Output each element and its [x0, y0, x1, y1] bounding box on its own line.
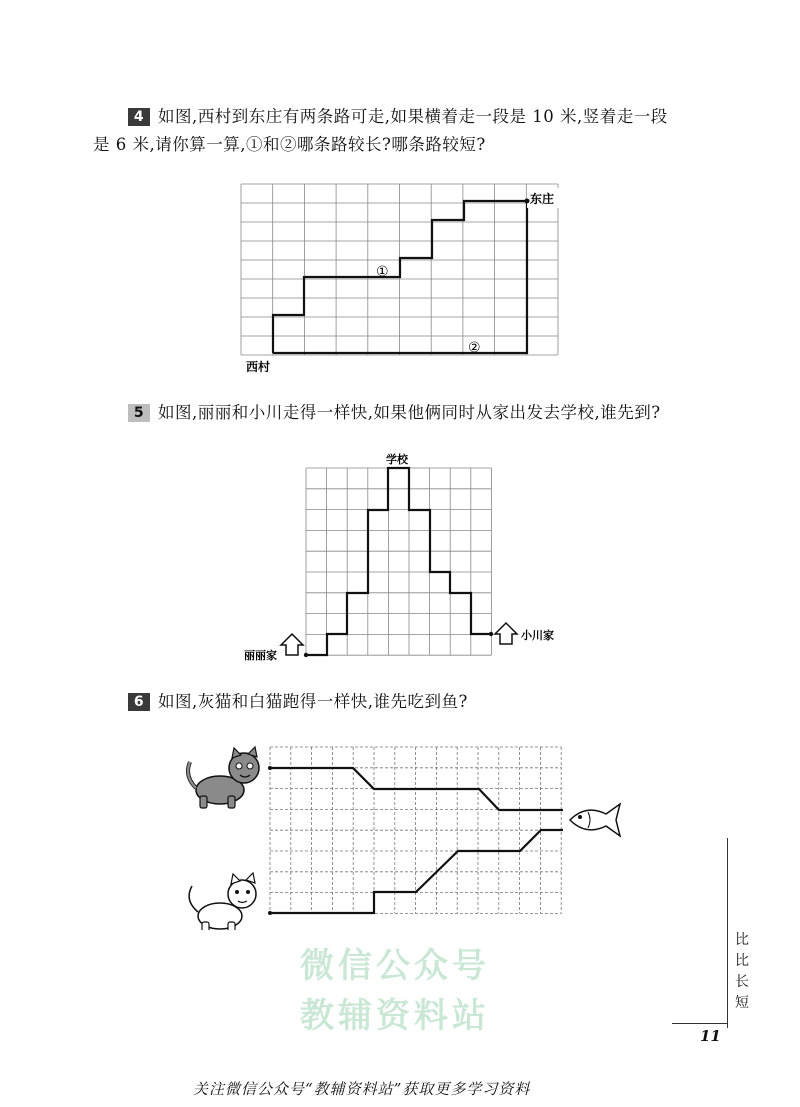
house-icon-lili — [281, 634, 303, 655]
q5-text: 如图,丽丽和小川走得一样快,如果他俩同时从家出发去学校,谁先到? — [158, 403, 661, 422]
q5-grid-diagram — [236, 448, 566, 673]
q4-grid-diagram — [236, 180, 566, 375]
q5-number-badge: 5 — [128, 404, 150, 422]
q6-text: 如图,灰猫和白猫跑得一样快,谁先吃到鱼? — [158, 692, 468, 711]
q4-route1-label: ① — [376, 264, 389, 280]
q5-grid-lines — [306, 468, 491, 655]
page-number: 11 — [700, 1027, 721, 1045]
side-tab-rule — [727, 838, 728, 1028]
house-icon-xiaochuan — [495, 623, 517, 644]
q6-grid-diagram — [170, 740, 640, 930]
q5-lili-dot — [304, 653, 308, 657]
q6-white-dot — [268, 911, 272, 915]
q4-route2-label: ② — [468, 340, 481, 356]
q6-gray-dot — [268, 766, 272, 770]
q5-label-school: 学校 — [386, 453, 408, 466]
q5-label-lili: 丽丽家 — [244, 649, 277, 662]
q5-path-lili — [306, 468, 398, 655]
side-tab-char-2: 比 — [735, 953, 749, 969]
side-tab — [732, 930, 752, 1014]
q4-line1 — [128, 107, 668, 127]
q6-number-badge: 6 — [128, 693, 150, 711]
q4-label-west: 西村 — [246, 360, 271, 374]
q4-number-badge: 4 — [128, 108, 150, 126]
side-tab-char-4: 短 — [735, 995, 749, 1011]
q5-line — [128, 403, 661, 423]
watermark-line1: 微信公众号 — [300, 946, 490, 986]
side-tab-char-1: 比 — [735, 932, 749, 948]
q6-path-gray-cat — [270, 768, 563, 810]
white-cat-icon — [189, 873, 256, 930]
page-number-rule — [672, 1023, 728, 1024]
q4-text-line1: 如图,西村到东庄有两条路可走,如果横着走一段是 10 米,竖着走一段 — [158, 107, 668, 126]
gray-cat-icon — [188, 747, 259, 808]
q4-route-1 — [273, 201, 527, 353]
fish-icon — [570, 804, 620, 836]
q4-label-east: 东庄 — [530, 192, 555, 206]
q6-grid-lines — [270, 747, 561, 913]
q4-text-line2: 是 6 米,请你算一算,①和②哪条路较长?哪条路较短? — [93, 135, 486, 154]
q5-xiaochuan-dot — [489, 632, 493, 636]
footer-notice: 关注微信公众号“教辅资料站”获取更多学习资料 — [193, 1080, 531, 1098]
q4-east-dot — [525, 199, 530, 204]
side-tab-char-3: 长 — [735, 974, 749, 990]
q6-line — [128, 692, 468, 712]
watermark-line2: 教辅资料站 — [300, 996, 490, 1036]
q5-label-xiaochuan: 小川家 — [521, 629, 554, 642]
